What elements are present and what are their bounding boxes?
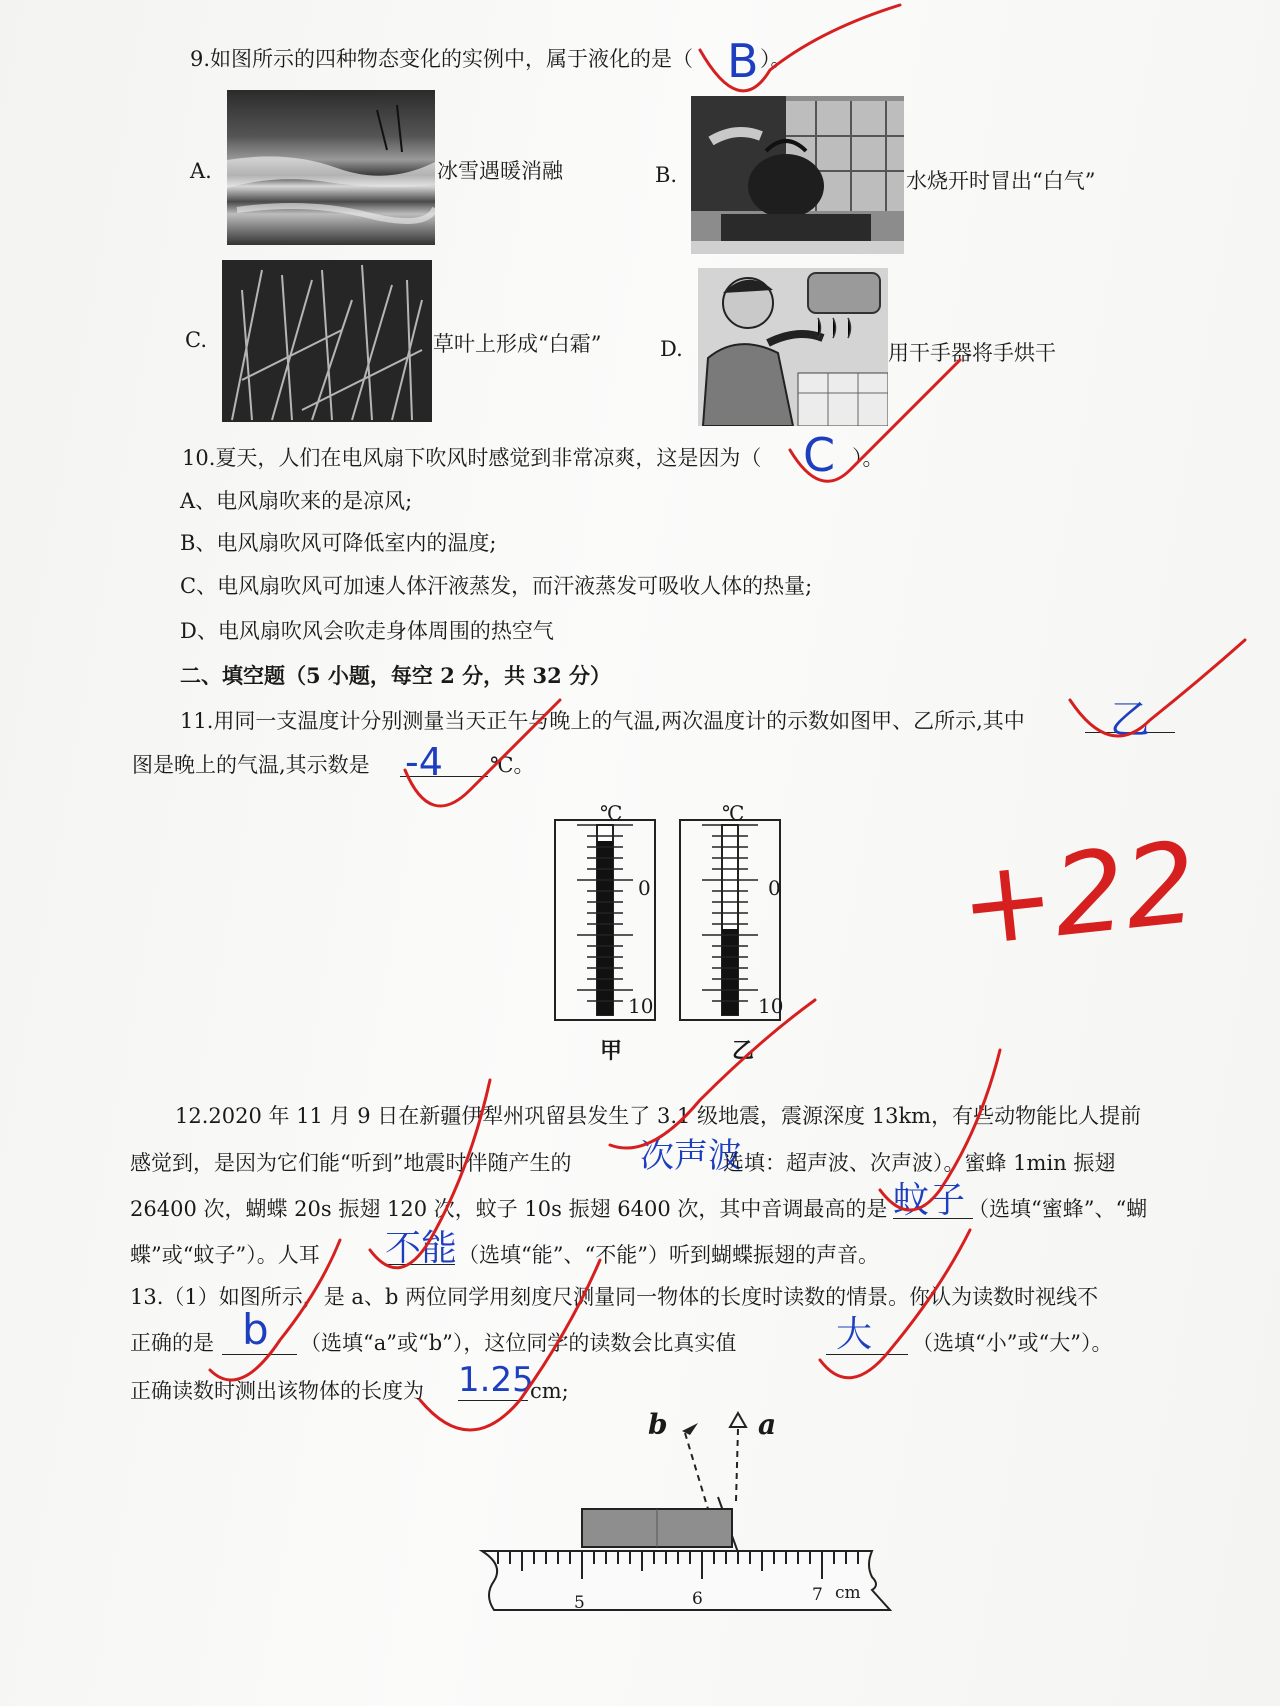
- q12-line2a: 感觉到，是因为它们能“听到”地震时伴随产生的: [130, 1151, 572, 1175]
- q9-option-b-letter: B.: [655, 163, 678, 187]
- q10-option-b: B、电风扇吹风可降低室内的温度;: [180, 531, 497, 555]
- q13-line2b: （选填“a”或“b”），这位同学的读数会比真实值: [300, 1331, 737, 1355]
- q12-line3b: （选填“蜜蜂”、“蝴: [968, 1197, 1148, 1221]
- q11-answer1: 乙: [1110, 697, 1150, 743]
- q10-close: ）。: [852, 446, 884, 470]
- ruler-tick-6: 6: [692, 1589, 703, 1609]
- q10-option-d: D、电风扇吹风会吹走身体周围的热空气: [180, 619, 554, 643]
- thermometer-yi-ten: 10: [758, 994, 784, 1018]
- q12-line4a: 蝶”或“蚊子”）。人耳: [130, 1243, 320, 1267]
- ruler-tick-5: 5: [574, 1593, 585, 1613]
- q9-option-c-caption: 草叶上形成“白霜”: [433, 332, 602, 356]
- thermometer-jia-zero: 0: [638, 876, 651, 900]
- q12-answer1: 次声波: [640, 1136, 742, 1176]
- thermometer-jia-name: 甲: [600, 1038, 623, 1064]
- q10-option-c: C、电风扇吹风可加速人体汗液蒸发，而汗液蒸发可吸收人体的热量;: [180, 574, 813, 598]
- q9-option-d-caption: 用干手器将手烘干: [888, 341, 1056, 365]
- q13-line3a: 正确读数时测出该物体的长度为: [130, 1379, 424, 1403]
- q11-answer2: -4: [405, 740, 443, 784]
- q9-answer: B: [727, 34, 759, 88]
- ruler-unit: cm: [835, 1583, 861, 1603]
- viewer-a-label: a: [758, 1408, 777, 1441]
- q12-answer2: 蚊子: [893, 1180, 966, 1221]
- q11-line1: 11.用同一支温度计分别测量当天正午与晚上的气温,两次温度计的示数如图甲、乙所示,其中: [180, 709, 1025, 733]
- q9-stem: 9.如图所示的四种物态变化的实例中，属于液化的是（: [190, 47, 694, 71]
- q9-close: ）。: [760, 47, 792, 71]
- thermometer-yi-unit: ℃: [722, 801, 745, 825]
- q12-answer3: 不能: [385, 1228, 458, 1269]
- q12-line3a: 26400 次，蝴蝶 20s 振翅 120 次，蚊子 10s 振翅 6400 次，其中音调最高的是: [130, 1197, 888, 1221]
- q12-line1: 12.2020 年 11 月 9 日在新疆伊犁州巩留县发生了 3.1 级地震，震源深度 13km，有些动物能比人提前: [175, 1104, 1142, 1128]
- q9-option-a-letter: A.: [190, 159, 212, 183]
- thermometer-yi-name: 乙: [732, 1038, 755, 1064]
- q13-line1: 13.（1）如图所示，是 a、b 两位同学用刻度尺测量同一物体的长度时读数的情景。你认为读数时视线不: [130, 1285, 1099, 1309]
- q13-answer2: 大: [836, 1314, 873, 1355]
- q13-line3b: cm;: [530, 1379, 569, 1403]
- section-heading: 二、填空题（5 小题，每空 2 分，共 32 分）: [180, 663, 612, 688]
- q11-line2a: 图是晚上的气温,其示数是: [132, 753, 370, 777]
- q13-answer3: 1.25: [458, 1360, 534, 1400]
- q12-line2b: 选填：超声波、次声波）。蜜蜂 1min 振翅: [723, 1151, 1116, 1175]
- q9-option-a-caption: 冰雪遇暖消融: [437, 159, 563, 183]
- q10-answer: C: [803, 428, 836, 482]
- q9-option-c-letter: C.: [185, 328, 207, 352]
- q12-line4b: （选填“能”、“不能”）听到蝴蝶振翅的声音。: [458, 1243, 879, 1267]
- q10-stem: 10.夏天，人们在电风扇下吹风时感觉到非常凉爽，这是因为（: [182, 446, 762, 470]
- thermometer-yi-zero: 0: [768, 876, 781, 900]
- q13-line2c: （选填“小”或“大”）。: [912, 1331, 1113, 1355]
- ruler-tick-7: 7: [812, 1585, 823, 1605]
- q9-option-d-letter: D.: [660, 337, 683, 361]
- q13-line2a: 正确的是: [130, 1331, 214, 1355]
- q13-answer1: b: [242, 1305, 269, 1354]
- thermometer-jia-unit: ℃: [600, 801, 623, 825]
- viewer-b-label: b: [648, 1408, 668, 1441]
- thermometer-jia-ten: 10: [628, 994, 654, 1018]
- q10-option-a: A、电风扇吹来的是凉风;: [180, 489, 413, 513]
- q11-line2b: ℃。: [490, 753, 535, 777]
- score-mark: +22: [953, 818, 1203, 972]
- q9-option-b-caption: 水烧开时冒出“白气”: [906, 169, 1096, 193]
